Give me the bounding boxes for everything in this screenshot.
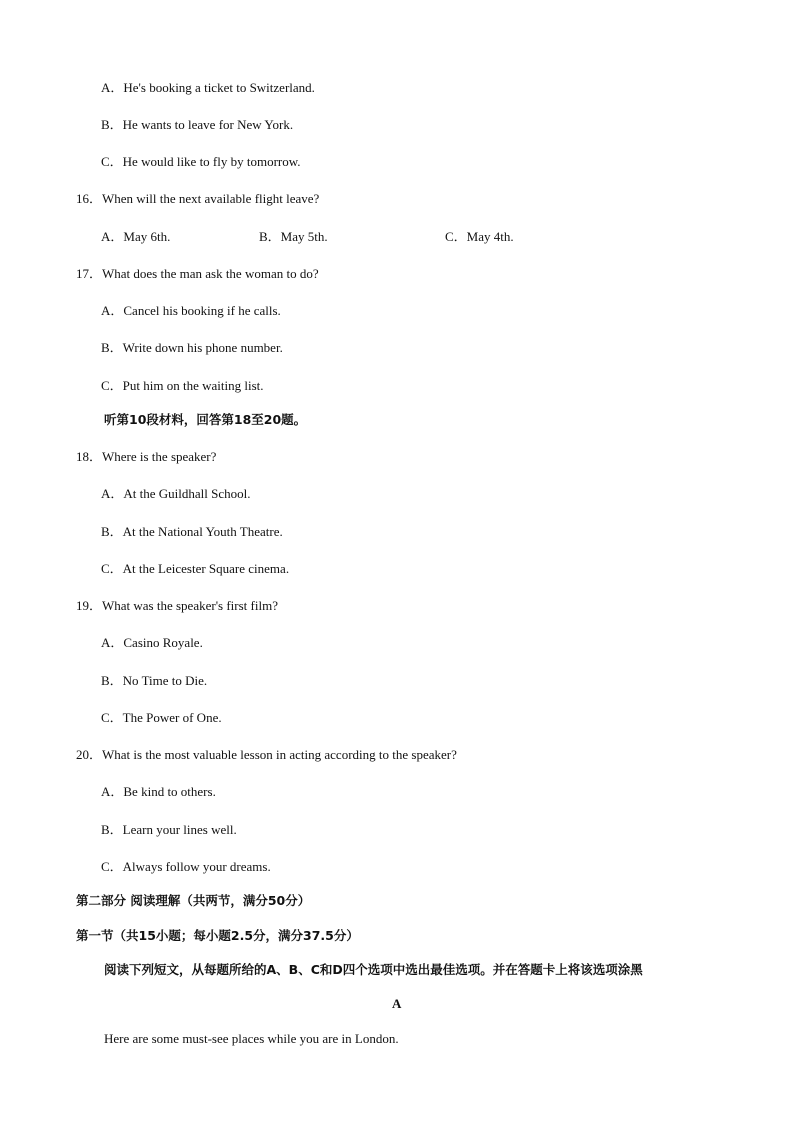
q19-option-b: B．No Time to Die.: [101, 673, 208, 688]
q20-option-b: B．Learn your lines well.: [101, 822, 237, 837]
q17-stem: 17．What does the man ask the woman to do?: [76, 266, 319, 281]
q15-option-b: B．He wants to leave for New York.: [101, 117, 294, 132]
q16-option-b: B．May 5th.: [259, 229, 328, 244]
q20-option-a: A．Be kind to others.: [101, 784, 216, 799]
q19-option-c: C．The Power of One.: [101, 710, 222, 725]
q18-option-c: C．At the Leicester Square cinema.: [101, 561, 290, 576]
q18-option-a: A．At the Guildhall School.: [101, 486, 251, 501]
section10-instruction: 听第10段材料，回答第18至20题。: [104, 412, 307, 427]
q17-option-a: A．Cancel his booking if he calls.: [101, 303, 281, 318]
passage-label: A: [392, 996, 402, 1011]
q19-stem: 19．What was the speaker's first film?: [76, 598, 278, 613]
q20-stem: 20．What is the most valuable lesson in acting according to the speaker?: [76, 747, 457, 762]
q15-option-c: C．He would like to fly by tomorrow.: [101, 154, 301, 169]
q17-option-b: B．Write down his phone number.: [101, 340, 283, 355]
q15-option-a: A．He's booking a ticket to Switzerland.: [101, 80, 315, 95]
passage-intro: Here are some must-see places while you are in London.: [104, 1031, 399, 1046]
q18-option-b: B．At the National Youth Theatre.: [101, 524, 283, 539]
section1-heading: 第一节（共15小题；每小题2.5分，满分37.5分）: [76, 928, 359, 943]
reading-instruction: 阅读下列短文，从每题所给的A、B、C和D四个选项中选出最佳选项。并在答题卡上将该选项涂黑: [104, 962, 643, 977]
part2-heading: 第二部分 阅读理解（共两节，满分50分）: [76, 893, 311, 908]
q16-option-a: A．May 6th.: [101, 229, 171, 244]
q19-option-a: A．Casino Royale.: [101, 635, 203, 650]
q18-stem: 18．Where is the speaker?: [76, 449, 217, 464]
q16-option-c: C．May 4th.: [445, 229, 514, 244]
q20-option-c: C．Always follow your dreams.: [101, 859, 271, 874]
q16-stem: 16．When will the next available flight leave?: [76, 191, 320, 206]
q17-option-c: C．Put him on the waiting list.: [101, 378, 264, 393]
